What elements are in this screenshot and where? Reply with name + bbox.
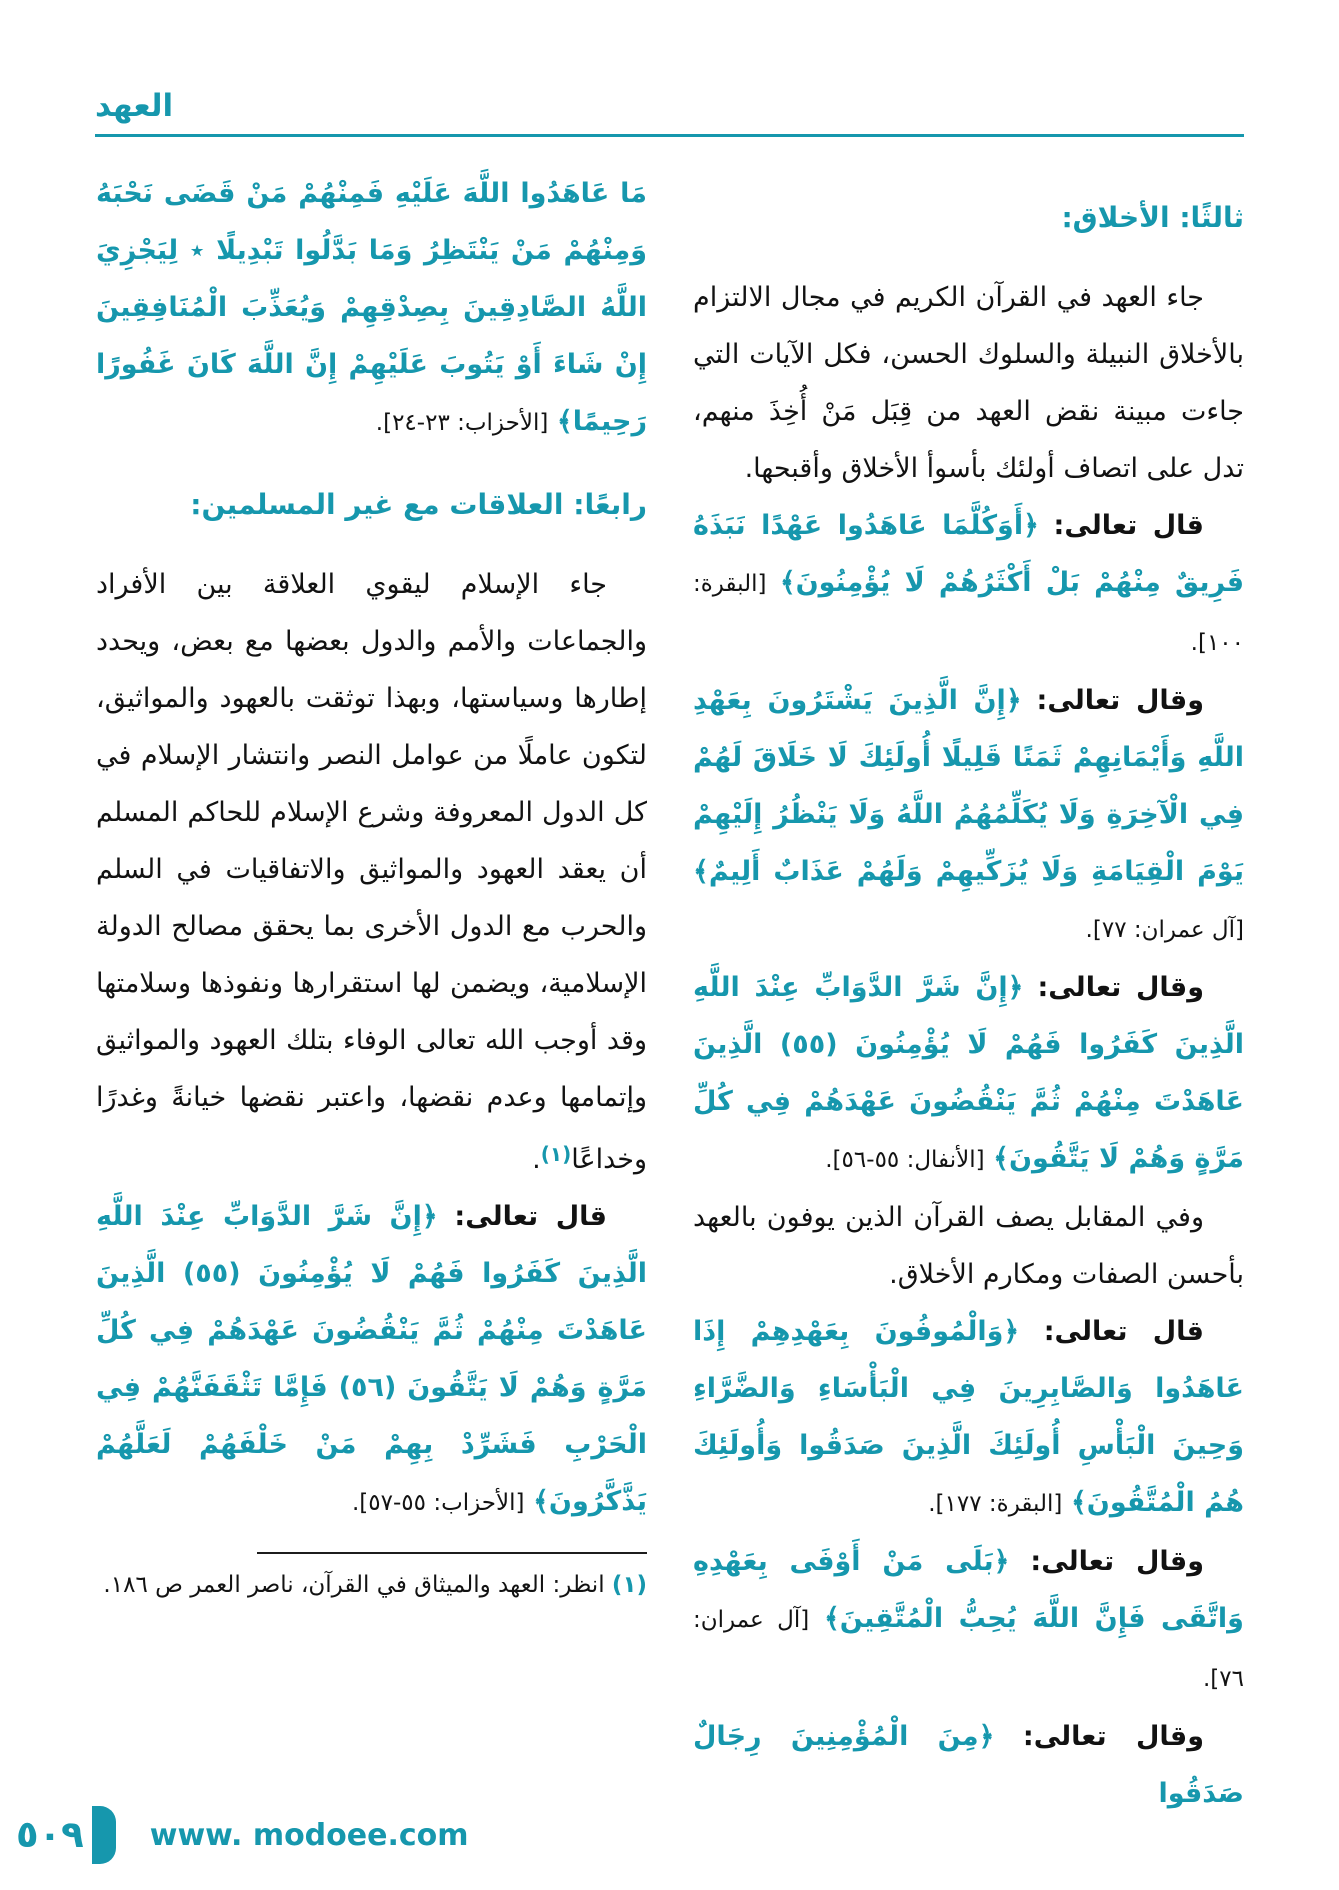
verse-block-continuation [96, 165, 647, 452]
footnote [96, 1564, 647, 1606]
quran-text: ﴿إِنَّ شَرَّ الدَّوَابِّ عِنْدَ اللَّهِ الَّذِينَ كَفَرُوا فَهُمْ لَا يُؤْمِنُونَ (٥٥) الَّذِينَ عَاهَدْتَ مِنْهُمْ ثُمَّ يَنْقُضُونَ عَهْدَهُمْ فِي كُلِّ مَرَّةٍ وَهُمْ لَا يَتَّقُونَ﴾ [693, 971, 1244, 1174]
verse-block [693, 959, 1244, 1189]
running-header-title: العهد [95, 88, 174, 124]
verse-reference: [البقرة: ١٠٠]. [693, 570, 1244, 656]
footnote-marker: (١) [611, 1571, 647, 1598]
quran-text: ﴿إِنَّ الَّذِينَ يَشْتَرُونَ بِعَهْدِ اللَّهِ وَأَيْمَانِهِمْ ثَمَنًا قَلِيلًا أُولَئِكَ لَا خَلَاقَ لَهُمْ فِي الْآخِرَةِ وَلَا يُكَلِّمُهُمُ اللَّهُ وَلَا يَنْظُرُ إِلَيْهِمْ يَوْمَ الْقِيَامَةِ وَلَا يُزَكِّيهِمْ وَلَهُمْ عَذَابٌ أَلِيمٌ﴾ [693, 684, 1244, 887]
verse-lead: قال تعالى: [1043, 1315, 1204, 1347]
verse-reference: [البقرة: ١٧٧]. [928, 1490, 1063, 1517]
verse-block [96, 1188, 647, 1532]
column-left [96, 165, 647, 1605]
quran-text: ﴿أَوَكُلَّمَا عَاهَدُوا عَهْدًا نَبَذَهُ فَرِيقٌ مِنْهُمْ بَلْ أَكْثَرُهُمْ لَا يُؤْمِنُونَ﴾ [693, 509, 1244, 598]
footnote-separator [257, 1552, 647, 1554]
page-footer [0, 1806, 469, 1864]
paragraph-intro: جاء العهد في القرآن الكريم في مجال الالتزام بالأخلاق النبيلة والسلوك الحسن، فكل الآيات التي جاءت مبينة نقض العهد من قِبَل مَنْ أُخِذَ منهم، تدل على اتصاف أولئك بأسوأ الأخلاق وأقبحها. [693, 281, 1244, 484]
verse-lead: وقال تعالى: [1037, 971, 1204, 1003]
verse-reference: [آل عمران: ٧٧]. [1085, 916, 1244, 943]
verse-reference: [الأحزاب: ٢٣-٢٤]. [375, 410, 549, 437]
verse-reference: [الأحزاب: ٥٥-٥٧]. [351, 1489, 525, 1516]
verse-lead: وقال تعالى: [1036, 684, 1204, 716]
verse-lead: وقال تعالى: [1030, 1545, 1204, 1577]
verse-block [693, 1533, 1244, 1708]
header-rule [95, 134, 1244, 137]
column-right [693, 165, 1244, 1821]
page-header [95, 86, 1244, 137]
verse-lead: وقال تعالى: [1022, 1720, 1204, 1752]
inline-footnote-marker: (١) [540, 1141, 572, 1166]
verse-block [693, 672, 1244, 959]
website-url: www. modoee.com [149, 1817, 469, 1853]
page-number: ٥٠٩ [16, 1813, 84, 1856]
verse-reference: [آل عمران: ٧٦]. [693, 1606, 1244, 1692]
quran-text: ﴿بَلَى مَنْ أَوْفَى بِعَهْدِهِ وَاتَّقَى فَإِنَّ اللَّهَ يُحِبُّ الْمُتَّقِينَ﴾ [693, 1545, 1244, 1634]
verse-lead: قال تعالى: [1053, 509, 1204, 541]
page-number-bar [92, 1806, 116, 1864]
verse-lead: قال تعالى: [454, 1200, 607, 1232]
verse-block-truncated [693, 1708, 1244, 1822]
paragraph-text: جاء الإسلام ليقوي العلاقة بين الأفراد والجماعات والأمم والدول بعضها مع بعض، ويحدد إطارها وسياستها، وبهذا توثقت بالعهود والمواثيق، لتكون عاملًا من عوامل النصر وانتشار الإسلام في كل الدول المعروفة وشرع الإسلام للحاكم المسلم أن يعقد العهود والمواثيق والاتفاقيات في السلم والحرب مع الدول الأخرى بما يحقق مصالح الدولة الإسلامية، ويضمن لها استقرارها ونفوذها وسلامتها وقد أوجب الله تعالى الوفاء بتلك العهود والمواثيق وإتمامها وعدم نقضها، واعتبر نقضها خيانةً وغدرًا وخداعًا [96, 568, 647, 1175]
two-column-layout [95, 165, 1244, 1821]
verse-block [693, 1303, 1244, 1533]
quran-text: مَا عَاهَدُوا اللَّهَ عَلَيْهِ فَمِنْهُمْ مَنْ قَضَى نَحْبَهُ وَمِنْهُمْ مَنْ يَنْتَظِرُ وَمَا بَدَّلُوا تَبْدِيلًا ٭ لِيَجْزِيَ اللَّهُ الصَّادِقِينَ بِصِدْقِهِمْ وَيُعَذِّبَ الْمُنَافِقِينَ إِنْ شَاءَ أَوْ يَتُوبَ عَلَيْهِمْ إِنَّ اللَّهَ كَانَ غَفُورًا رَحِيمًا﴾ [96, 178, 647, 438]
paragraph-period: . [532, 1143, 541, 1175]
paragraph-contrast: وفي المقابل يصف القرآن الذين يوفون بالعهد بأحسن الصفات ومكارم الأخلاق. [693, 1201, 1244, 1290]
section-heading-relations: رابعًا: العلاقات مع غير المسلمين: [190, 487, 647, 521]
footnote-text: انظر: العهد والميثاق في القرآن، ناصر العمر ص ١٨٦. [103, 1571, 605, 1598]
verse-reference: [الأنفال: ٥٥-٥٦]. [825, 1146, 985, 1173]
quran-text: ﴿مِنَ الْمُؤْمِنِينَ رِجَالٌ صَدَقُوا [693, 1720, 1244, 1809]
section-heading-ethics: ثالثًا: الأخلاق: [1061, 200, 1244, 234]
paragraph-relations [96, 556, 647, 1188]
verse-block [693, 497, 1244, 672]
quran-text: ﴿وَالْمُوفُونَ بِعَهْدِهِمْ إِذَا عَاهَدُوا وَالصَّابِرِينَ فِي الْبَأْسَاءِ وَالضَّرَّاءِ وَحِينَ الْبَأْسِ أُولَئِكَ الَّذِينَ صَدَقُوا وَأُولَئِكَ هُمُ الْمُتَّقُونَ﴾ [693, 1315, 1244, 1518]
quran-text: ﴿إِنَّ شَرَّ الدَّوَابِّ عِنْدَ اللَّهِ الَّذِينَ كَفَرُوا فَهُمْ لَا يُؤْمِنُونَ (٥٥) الَّذِينَ عَاهَدْتَ مِنْهُمْ ثُمَّ يَنْقُضُونَ عَهْدَهُمْ فِي كُلِّ مَرَّةٍ وَهُمْ لَا يَتَّقُونَ (٥٦) فَإِمَّا تَثْقَفَنَّهُمْ فِي الْحَرْبِ فَشَرِّدْ بِهِمْ مَنْ خَلْفَهُمْ لَعَلَّهُمْ يَذَّكَّرُونَ﴾ [96, 1200, 647, 1517]
